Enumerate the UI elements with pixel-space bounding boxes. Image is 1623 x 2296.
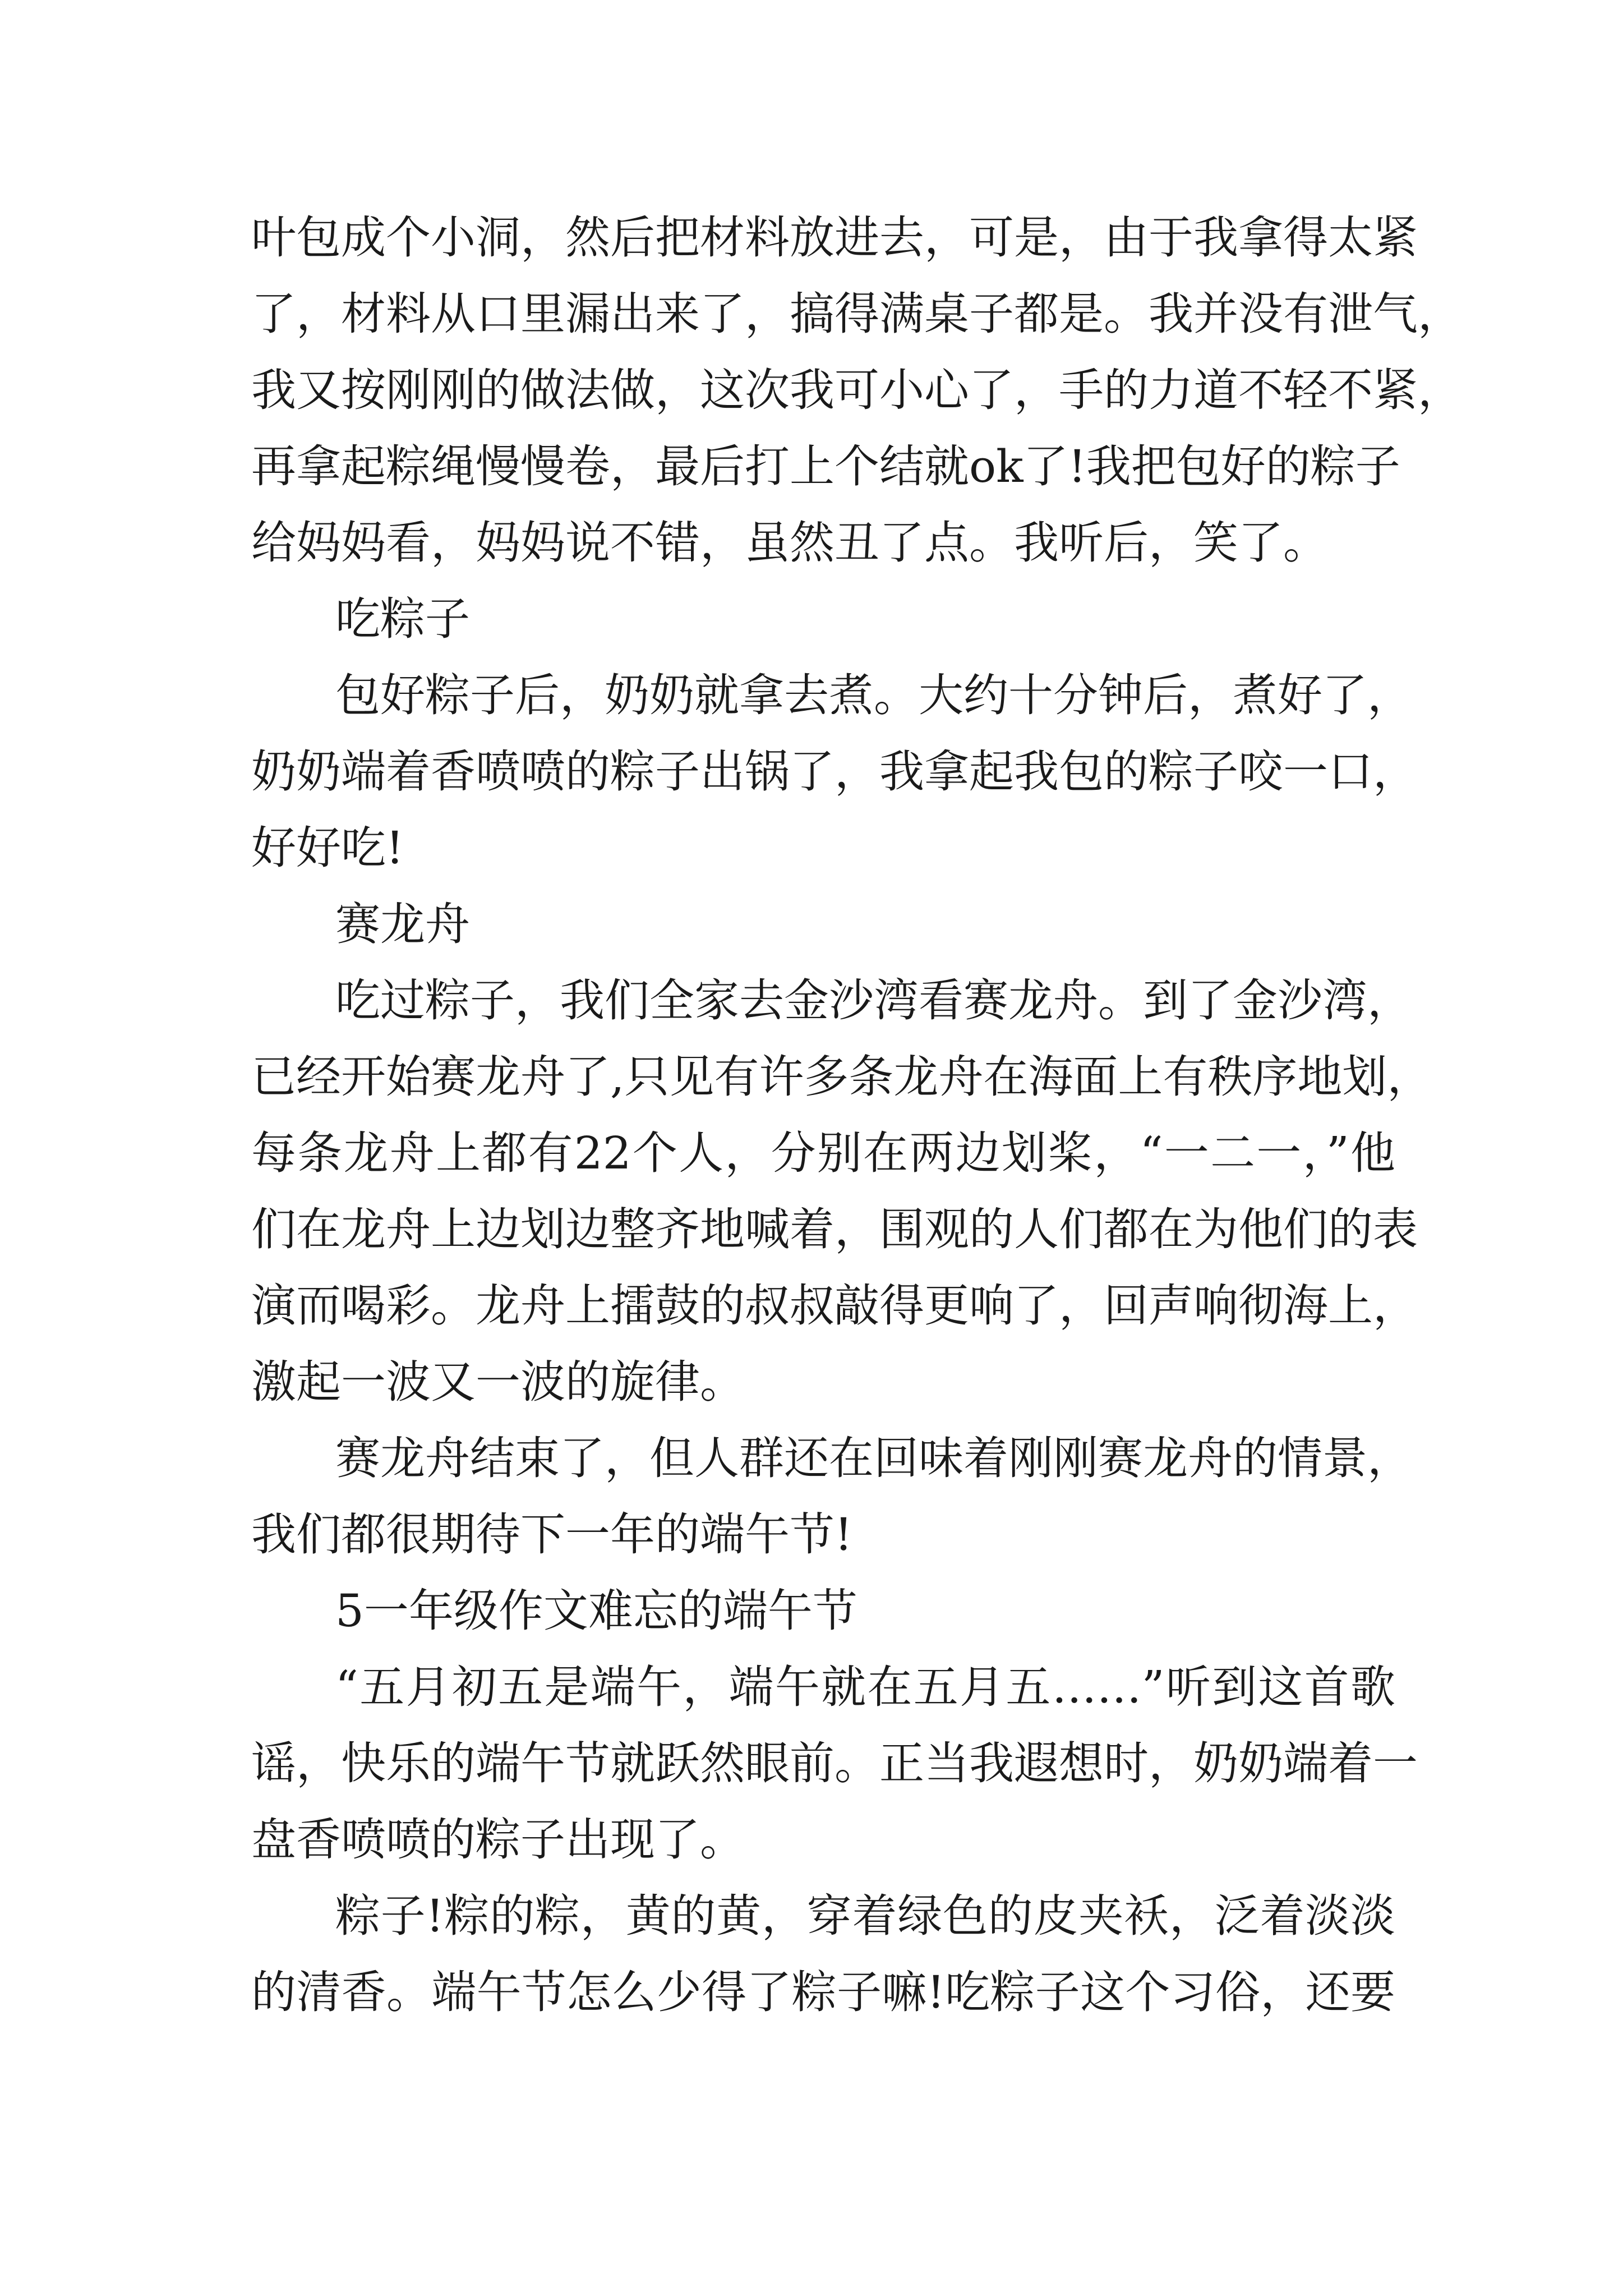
text-line: 演而喝彩。龙舟上擂鼓的叔叔敲得更响了，回声响彻海上， xyxy=(251,1280,1418,1332)
text-line: 盘香喷喷的粽子出现了。 xyxy=(251,1814,745,1866)
text-line: 已经开始赛龙舟了,只见有许多条龙舟在海面上有秩序地划， xyxy=(251,1051,1432,1103)
section-heading: 赛龙舟 xyxy=(335,898,470,950)
text-line: “五月初五是端午，端午就在五月五……”听到这首歌 xyxy=(335,1661,1395,1713)
text-line: 了，材料从口里漏出来了，搞得满桌子都是。我并没有泄气， xyxy=(251,288,1463,340)
text-line: 粽子!粽的粽，黄的黄，穿着绿色的皮夹袄，泛着淡淡 xyxy=(335,1890,1395,1942)
text-line: 我又按刚刚的做法做，这次我可小心了，手的力道不轻不紧， xyxy=(251,364,1463,416)
text-line: 奶奶端着香喷喷的粽子出锅了，我拿起我包的粽子咬一口， xyxy=(251,746,1418,798)
text-line: 好好吃! xyxy=(251,822,404,874)
text-line: 包好粽子后，奶奶就拿去煮。大约十分钟后，煮好了， xyxy=(335,669,1412,721)
text-line: 激起一波又一波的旋律。 xyxy=(251,1356,745,1408)
article-title: 5一年级作文难忘的端午节 xyxy=(335,1585,857,1637)
text-line: 再拿起粽绳慢慢卷，最后打上个结就ok了!我把包好的粽子 xyxy=(251,440,1400,493)
text-line: 叶包成个小洞，然后把材料放进去，可是，由于我拿得太紧 xyxy=(251,211,1418,264)
text-line: 谣，快乐的端午节就跃然眼前。正当我遐想时，奶奶端着一 xyxy=(251,1737,1418,1789)
text-line: 赛龙舟结束了，但人群还在回味着刚刚赛龙舟的情景， xyxy=(335,1432,1412,1484)
text-line: 我们都很期待下一年的端午节! xyxy=(251,1508,853,1561)
section-heading: 吃粽子 xyxy=(335,593,470,645)
text-line: 每条龙舟上都有22个人，分别在两边划桨，“一二一，”他 xyxy=(251,1127,1395,1179)
text-line: 们在龙舟上边划边整齐地喊着，围观的人们都在为他们的表 xyxy=(251,1203,1418,1255)
text-line: 给妈妈看，妈妈说不错，虽然丑了点。我听后，笑了。 xyxy=(251,517,1328,569)
text-line: 吃过粽子，我们全家去金沙湾看赛龙舟。到了金沙湾， xyxy=(335,974,1412,1027)
text-line: 的清香。端午节怎么少得了粽子嘛!吃粽子这个习俗，还要 xyxy=(251,1966,1395,2018)
